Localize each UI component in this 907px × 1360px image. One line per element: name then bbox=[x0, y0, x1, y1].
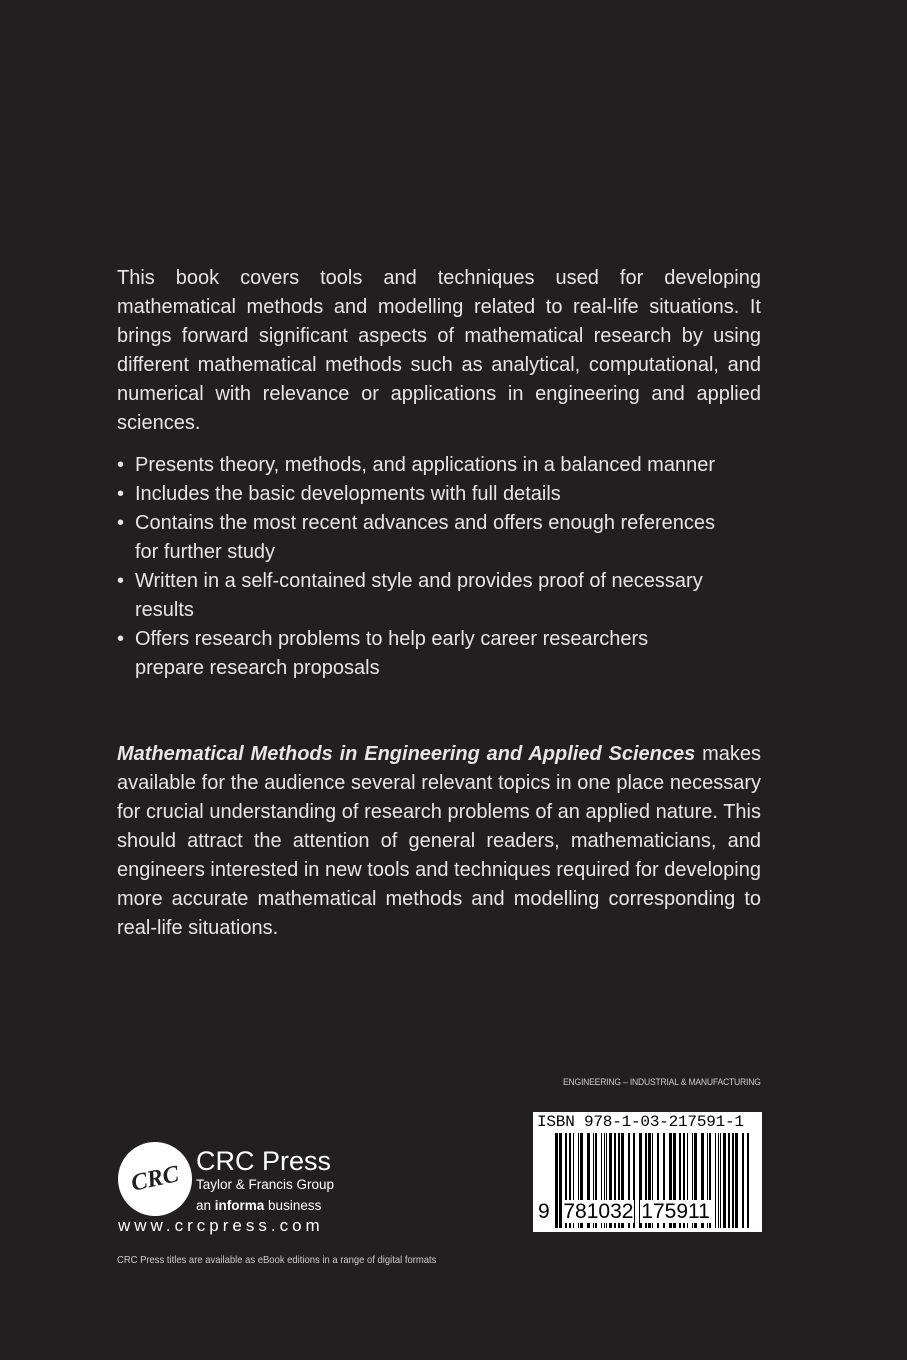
informa-tagline bbox=[196, 1198, 321, 1213]
barcode-bar bbox=[720, 1133, 721, 1228]
barcode-bar bbox=[728, 1133, 730, 1228]
list-item: • Contains the most recent advances and offers enough references for further study bbox=[117, 509, 717, 567]
ean-group-1: 781032 bbox=[563, 1200, 634, 1223]
summary-text: makes available for the audience several relevant topics in one place necessary for crucial understanding of research problems of an applied nature. This should attract the attention of general readers, mathematicians, and engineers interested in new tools and techniques required for developing more accurate mathematical methods and modelling corresponding to real-life situations. bbox=[117, 743, 761, 939]
barcode-bar bbox=[715, 1133, 716, 1228]
isbn-barcode bbox=[533, 1112, 762, 1232]
list-item: • Presents theory, methods, and applications in a balanced manner bbox=[117, 451, 717, 480]
publisher-group: Taylor & Francis Group bbox=[196, 1177, 335, 1192]
ean-digits bbox=[537, 1200, 711, 1224]
description-paragraph: This book covers tools and techniques used for developing mathematical methods and modelling related to real-life situations. It brings forward significant aspects of mathematical research by using different mathematical methods such as analytical, computational, and numerical with relevance or applications in engineering and applied sciences. bbox=[117, 267, 761, 434]
tagline-prefix: an bbox=[196, 1198, 215, 1213]
book-title: Mathematical Methods in Engineering and Applied Sciences bbox=[117, 743, 696, 765]
list-item: • Written in a self-contained style and provides proof of necessary results bbox=[117, 567, 717, 625]
tagline-bold: informa bbox=[214, 1198, 265, 1213]
summary-paragraph bbox=[117, 740, 761, 943]
barcode-bar bbox=[742, 1133, 744, 1228]
barcode-bar bbox=[732, 1133, 734, 1228]
crc-logo: CRC bbox=[111, 1135, 199, 1223]
barcode-bar bbox=[718, 1133, 719, 1228]
tagline-suffix: business bbox=[264, 1198, 322, 1213]
publisher-website: www.crcpress.com bbox=[118, 1216, 324, 1235]
list-item: • Offers research problems to help early career researchers prepare research proposals bbox=[117, 625, 717, 683]
ebook-note: CRC Press titles are available as eBook editions in a range of digital formats bbox=[117, 1254, 437, 1266]
list-item: • Includes the basic developments with full details bbox=[117, 480, 717, 509]
feature-list bbox=[117, 451, 717, 683]
barcode-bar bbox=[723, 1133, 726, 1228]
isbn-text: ISBN 978-1-03-217591-1 bbox=[537, 1113, 744, 1131]
subject-category: ENGINEERING – INDUSTRIAL & MANUFACTURING bbox=[563, 1077, 761, 1088]
publisher-name: CRC Press bbox=[196, 1146, 332, 1176]
ean-first-digit: 9 bbox=[538, 1200, 550, 1223]
barcode-bar bbox=[747, 1133, 749, 1228]
barcode-bar bbox=[735, 1133, 738, 1228]
ean-group-2: 175911 bbox=[641, 1200, 710, 1223]
